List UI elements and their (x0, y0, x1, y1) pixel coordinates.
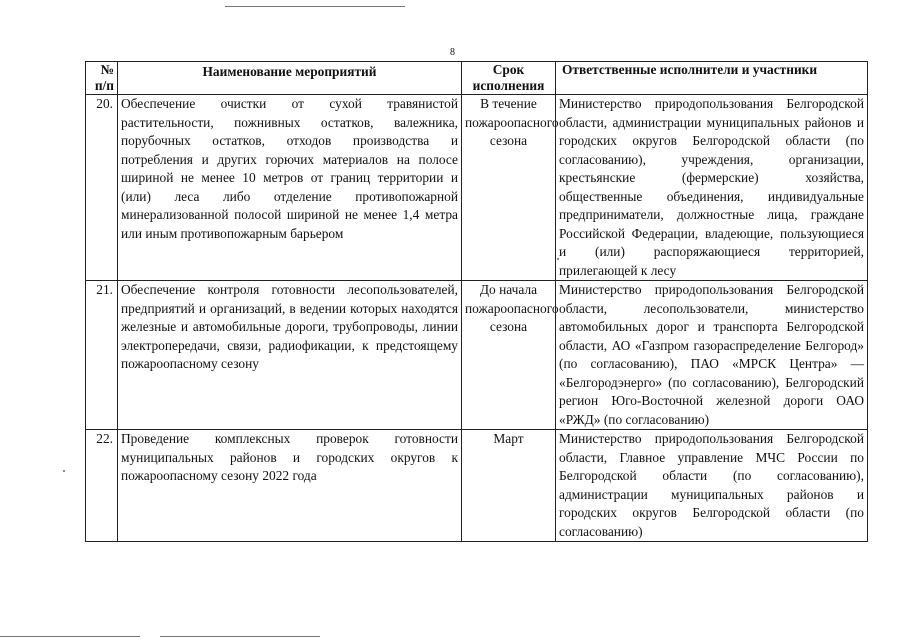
row-responsible: Министерство природопользования Белгородской области, лесопользователи, министерство автомобильных дорог и транспорта Белгородской области, АО «Газпром газораспределение Белгород» (по согласованию), ПАО «МРСК Центра» — «Белгородэнерго» (по согласованию), Белгородский регион Юго-Восточной железной дороги ОАО «РЖД» (по согласованию) (556, 281, 868, 430)
table-header-row (86, 62, 868, 95)
measures-table (85, 61, 868, 542)
row-name: Проведение комплексных проверок готовности муниципальных районов и городских округов к пожароопасному сезону 2022 года (118, 430, 462, 542)
row-responsible: Министерство природопользования Белгородской области, администрации муниципальных районов и городских округов Белгородской области (по согласованию), учреждения, организации, крестьянские (фермерские) хозяйства, общественные объединения, индивидуальные предприниматели, должностные лица, граждане Российской Федерации, владеющие, пользующиеся и (или) распоряжающиеся территорией, прилегающей к лесу (556, 95, 868, 281)
row-term: В течение пожароопасного сезона (462, 95, 556, 281)
header-term: Срок исполнения (462, 62, 556, 95)
row-num: 22. (86, 430, 118, 542)
row-term: До начала пожароопасного сезона (462, 281, 556, 430)
table-row (86, 430, 868, 542)
row-num: 20. (86, 95, 118, 281)
table-row (86, 95, 868, 281)
row-term: Март (462, 430, 556, 542)
table-row (86, 281, 868, 430)
row-name: Обеспечение очистки от сухой травянистой растительности, пожнивных остатков, валежника, порубочных остатков, отходов производства и потребления и других горючих материалов на полосе шириной не менее 10 метров от границ территории и (или) леса либо отделение противопожарной минерализованной полосой шириной не менее 1,4 метра или иным противопожарным барьером (118, 95, 462, 281)
header-num: № п/п (86, 62, 118, 95)
row-num: 21. (86, 281, 118, 430)
scan-dot (557, 258, 559, 260)
scan-line-bottom-left (0, 636, 140, 637)
scan-line-bottom-mid (160, 636, 320, 637)
header-responsible: Ответственные исполнители и участники (556, 62, 868, 95)
header-name: Наименование мероприятий (118, 62, 462, 95)
page-number: 8 (450, 47, 455, 58)
row-name: Обеспечение контроля готовности лесопользователей, предприятий и организаций, в ведении которых находятся железные и автомобильные дороги, трубопроводы, линии электропередачи, связи, радиофикации, к предстоящему пожароопасному сезону (118, 281, 462, 430)
scan-line-top (225, 6, 405, 7)
row-responsible: Министерство природопользования Белгородской области, Главное управление МЧС России по Белгородской области (по согласованию), администрации муниципальных районов и городских округов Белгородской области (по согласованию) (556, 430, 868, 542)
scan-dot (63, 470, 65, 472)
